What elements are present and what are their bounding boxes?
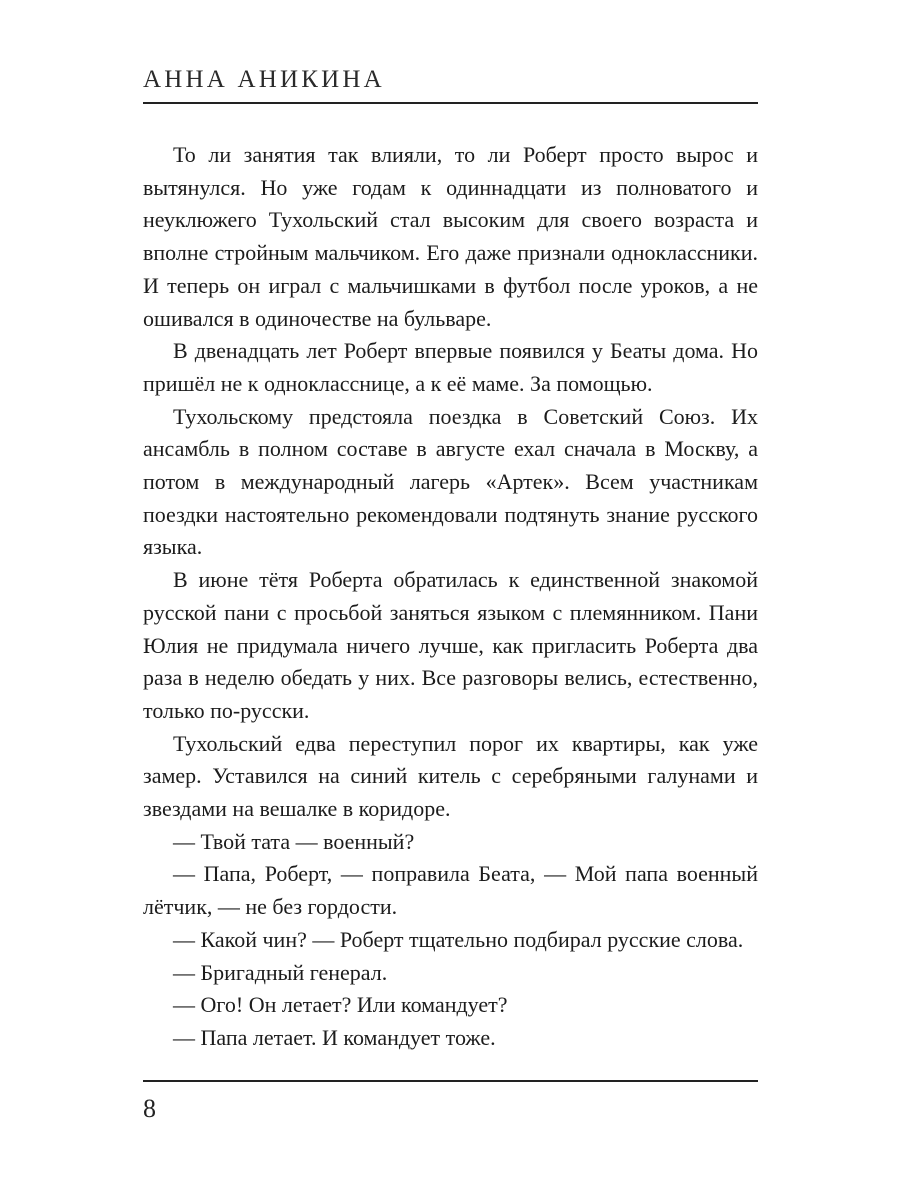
paragraph: То ли занятия так влияли, то ли Роберт просто вырос и вытянулся. Но уже годам к одиннадцати из полноватого и неуклюжего Тухольский стал высоким для своего возраста и вполне стройным мальчиком. Его даже признали одноклассники. И теперь он играл с мальчишками в футбол после уроков, а не ошивался в одиночестве на бульваре. [143,142,758,331]
header-rule [143,102,758,104]
body-text [143,139,758,1055]
dialogue-line: — Ого! Он летает? Или командует? [173,992,508,1018]
dialogue-line: — Твой тата — военный? [173,828,415,854]
footer-rule [143,1080,758,1082]
dialogue-line: — Папа летает. И командует тоже. [173,1024,496,1050]
paragraph: В двенадцать лет Роберт впервые появился у Беаты дома. Но пришёл не к однокласснице, а к её маме. За помощью. [143,338,758,396]
dialogue-line: — Папа, Роберт, — поправила Беата, — Мой папа военный лётчик, — не без гордости. [143,861,758,920]
page-number: 8 [143,1094,156,1123]
paragraph: Тухольскому предстояла поездка в Советский Союз. Их ансамбль в полном составе в августе ехал сначала в Москву, а потом в международный лагерь «Артек». Всем участникам поездки настоятельно рекомендовали подтянуть знание русского языка. [143,403,758,560]
dialogue-line: — Бригадный генерал. [173,959,388,985]
dialogue-line: — Какой чин? — Роберт тщательно подбирал русские слова. [173,926,744,952]
running-head-author: АННА АНИКИНА [143,66,385,93]
paragraph: Тухольский едва переступил порог их квартиры, как уже замер. Уставился на синий китель с серебряными галунами и звездами на вешалке в коридоре. [143,730,758,822]
paragraph: В июне тётя Роберта обратилась к единственной знакомой русской пани с просьбой заняться языком с племянником. Пани Юлия не придумала ничего лучше, как пригласить Роберта два раза в неделю обедать у них. Все разговоры велись, естественно, только по-русски. [143,567,758,723]
